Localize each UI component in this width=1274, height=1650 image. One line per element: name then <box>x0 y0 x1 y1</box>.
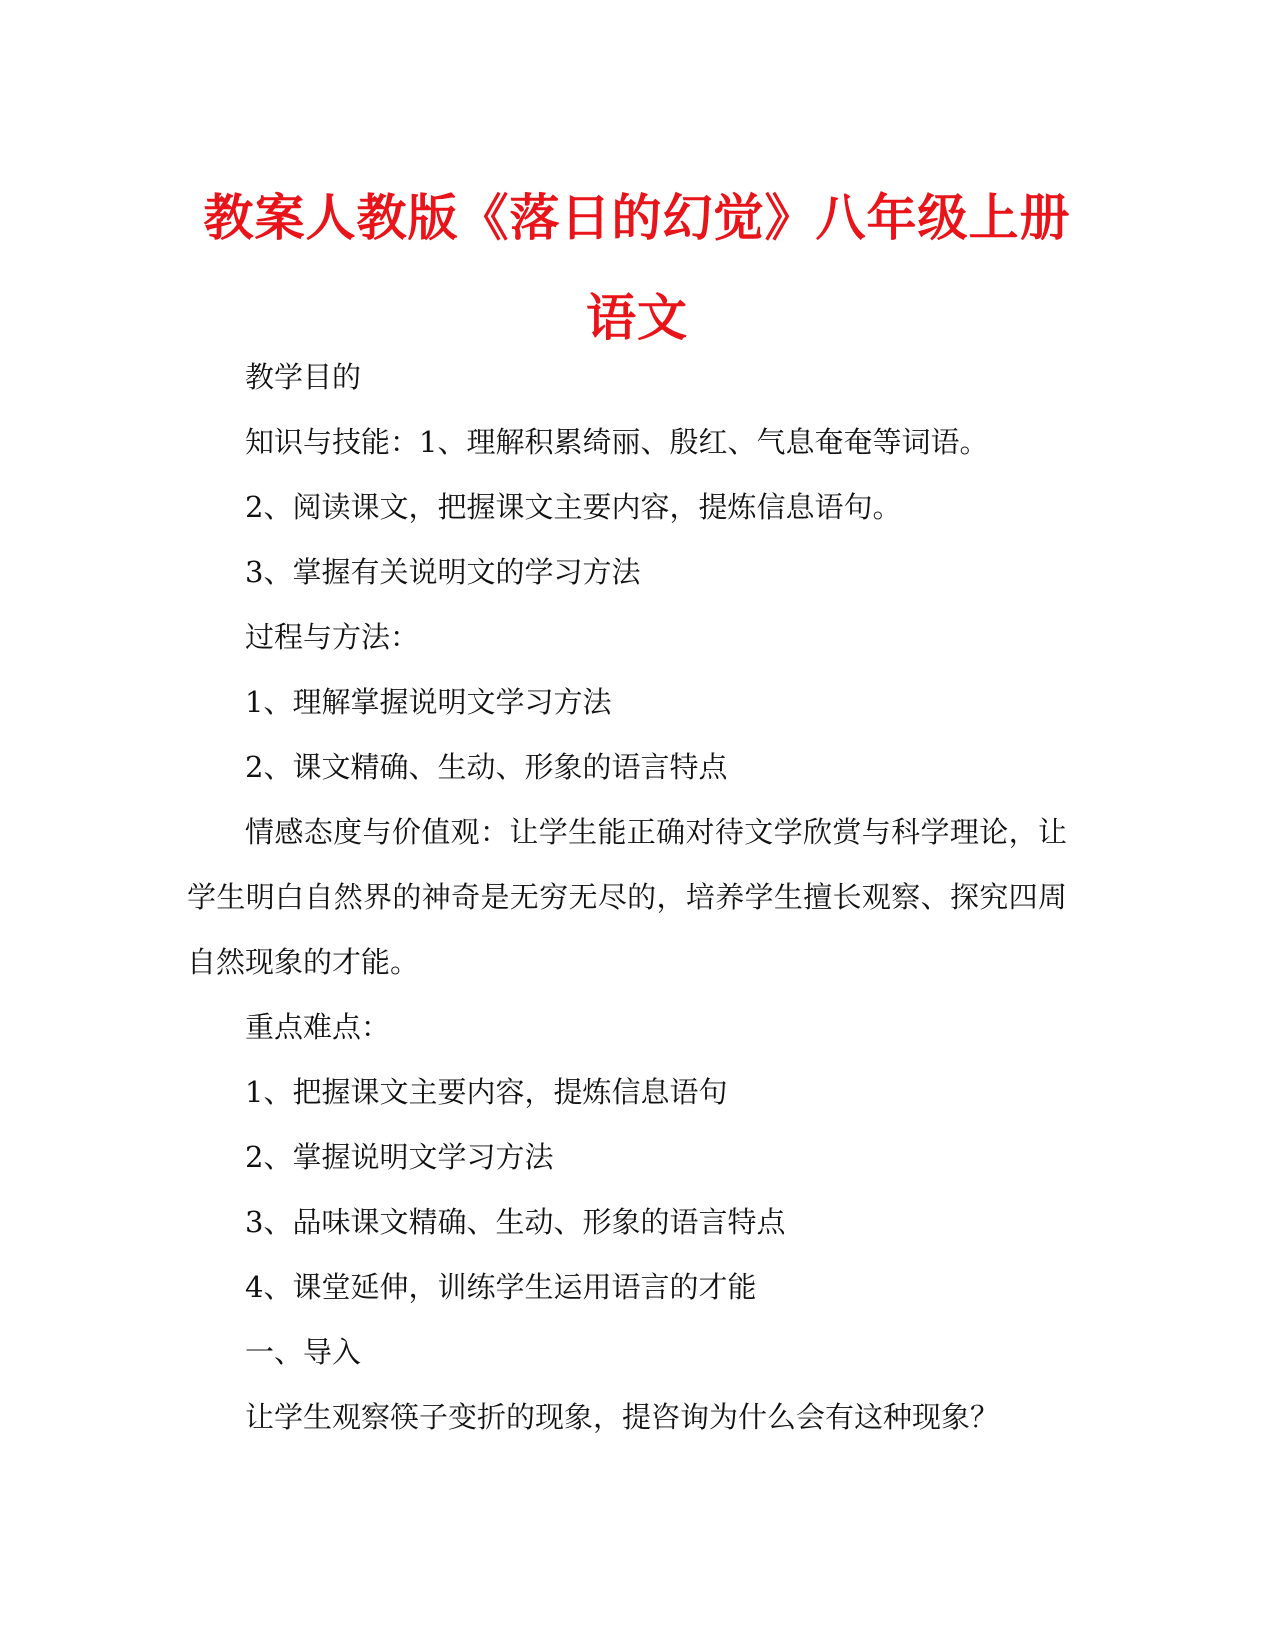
paragraph-key-difficulties-4: 4、课堂延伸，训练学生运用语言的才能 <box>245 1270 757 1304</box>
document-title: 教案人教版《落日的幻觉》八年级上册语文 <box>203 189 1071 347</box>
paragraph-process-method: 过程与方法： <box>245 620 420 654</box>
paragraph-emotion-values: 情感态度与价值观：让学生能正确对待文学欣赏与科学理论，让学生明白自然界的神奇是无穷无尽的，培养学生擅长观察、探究四周自然现象的才能。 <box>187 815 1067 979</box>
paragraph-process-method-1: 1、理解掌握说明文学习方法 <box>245 685 612 719</box>
paragraph-knowledge-skill-1: 知识与技能：1、理解积累绮丽、殷红、气息奄奄等词语。 <box>245 425 989 459</box>
paragraph-section-introduction: 一、导入 <box>245 1335 362 1369</box>
paragraph-knowledge-skill-3: 3、掌握有关说明文的学习方法 <box>245 555 641 589</box>
paragraph-introduction-activity: 让学生观察筷子变折的现象，提咨询为什么会有这种现象？ <box>245 1400 1000 1434</box>
paragraph-process-method-2: 2、课文精确、生动、形象的语言特点 <box>245 750 728 784</box>
paragraph-key-difficulties-3: 3、品味课文精确、生动、形象的语言特点 <box>245 1205 786 1239</box>
document-body <box>187 345 1067 1450</box>
paragraph-teaching-goal: 教学目的 <box>245 360 362 394</box>
paragraph-key-difficulties: 重点难点： <box>245 1010 391 1044</box>
paragraph-knowledge-skill-2: 2、阅读课文，把握课文主要内容，提炼信息语句。 <box>245 490 902 524</box>
paragraph-key-difficulties-1: 1、把握课文主要内容，提炼信息语句 <box>245 1075 728 1109</box>
paragraph-key-difficulties-2: 2、掌握说明文学习方法 <box>245 1140 554 1174</box>
